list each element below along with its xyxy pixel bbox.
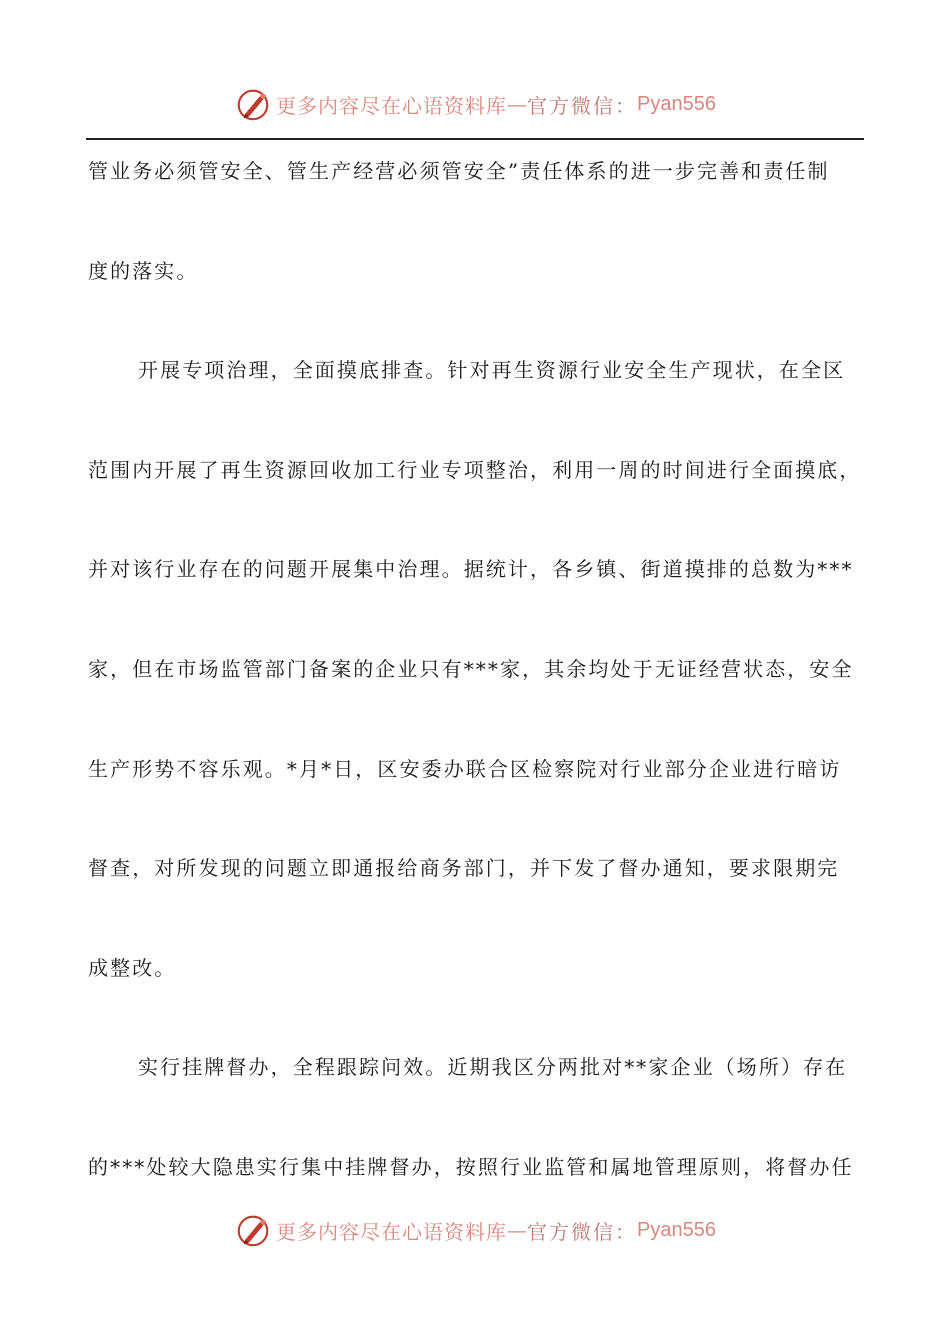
text-line: 开展专项治理，全面摸底排查。针对再生资源行业安全生产现状，在全区 [138,358,846,383]
text-line: 家，但在市场监管部门备案的企业只有***家，其余均处于无证经营状态，安全 [88,656,854,681]
text-line: 并对该行业存在的问题开展集中治理。据统计，各乡镇、街道摸排的总数为*** [88,557,854,582]
pen-logo-icon [234,1211,272,1249]
banner-brand-text: 更多内容尽在心语资料库 [276,1219,508,1244]
banner-brand-text: 更多内容尽在心语资料库 [276,93,508,118]
document-body [88,146,864,1242]
text-line: 范围内开展了再生资源回收加工行业专项整治，利用一周的时间进行全面摸底， [88,457,862,482]
header-banner [0,79,950,129]
text-line: 成整改。 [88,955,177,980]
text-line: 实行挂牌督办，全程跟踪问效。近期我区分两批对**家企业（场所）存在 [138,1055,848,1080]
banner-wechat-id: Pyan556 [637,92,716,115]
footer-banner [0,1205,950,1255]
banner-wechat-id: Pyan556 [637,1218,716,1241]
banner-separator: — [507,92,528,116]
banner-wechat-label: 官方微信： [527,1219,638,1244]
banner-separator: — [507,1218,528,1242]
pen-logo-icon [234,85,272,123]
header-divider [86,138,864,140]
text-line: 度的落实。 [88,258,199,283]
text-line: 督查，对所发现的问题立即通报给商务部门，并下发了督办通知，要求限期完 [88,856,840,881]
text-line: 管业务必须管安全、管生产经营必须管安全”责任体系的进一步完善和责任制 [88,159,830,183]
text-line: 的***处较大隐患实行集中挂牌督办，按照行业监管和属地管理原则，将督办任 [88,1154,854,1179]
banner-wechat-label: 官方微信： [527,93,638,118]
text-line: 生产形势不容乐观。*月*日，区安委办联合区检察院对行业部分企业进行暗访 [88,756,842,781]
